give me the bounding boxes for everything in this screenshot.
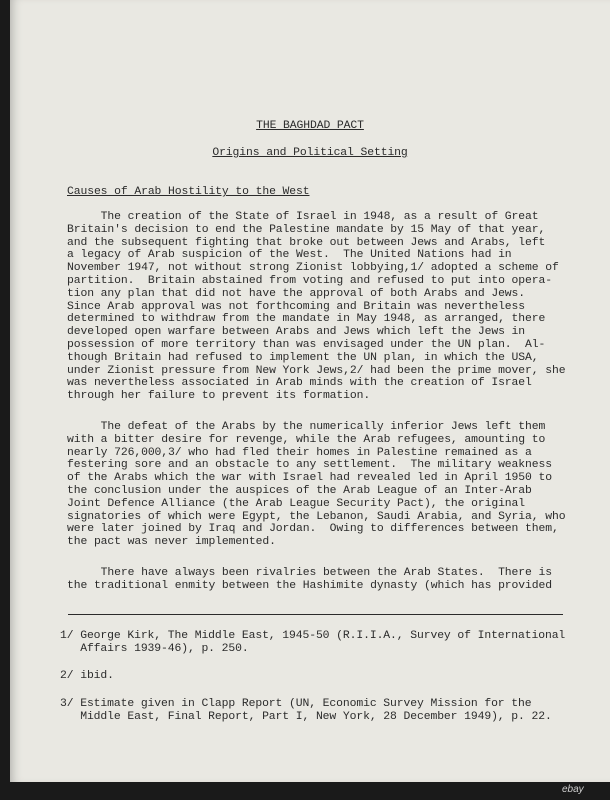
footnote-3: 3/ Estimate given in Clapp Report (UN, Economic Survey Mission for the Middle East, Final Report, Part I, New York, 28 December 1949), p. 22. xyxy=(60,698,552,723)
footnote-2: 2/ ibid. xyxy=(60,670,114,682)
paragraph-1: The creation of the State of Israel in 1948, as a result of Great Britain's decision to end the Palestine mandate by 15 May of that year, and the subsequent fighting that broke out between Jews and Arabs, left a legacy of Arab suspicion of the West. The United Nations had in November 1947, not without strong Zionist lobbying,1/ adopted a scheme of partition. Britain abstained from voting and refused to put into opera- tion any plan that did not have the approval of both Arabs and Jews. Since Arab approval was not forthcoming and Britain was nevertheless determined to withdraw from the mandate in May 1948, as arranged, there developed open warfare between Arabs and Jews which left the Jews in possession of more territory than was envisaged under the UN plan. Al- though Britain had refused to implement the UN plan, in which the USA, under Zionist pressure from New York Jews,2/ had been the prime mover, she was nevertheless associated in Arab minds with the creation of Israel through her failure to prevent its formation. xyxy=(67,211,566,403)
document-subtitle: Origins and Political Setting xyxy=(212,147,408,159)
document-title: THE BAGHDAD PACT xyxy=(256,120,364,132)
footnote-1: 1/ George Kirk, The Middle East, 1945-50 (R.I.I.A., Survey of International Affairs 1939-46), p. 250. xyxy=(60,630,566,655)
watermark-logo: ebay xyxy=(562,784,584,795)
section-heading: Causes of Arab Hostility to the West xyxy=(67,186,310,198)
paragraph-2: The defeat of the Arabs by the numerically inferior Jews left them with a bitter desire for revenge, while the Arab refugees, amounting to nearly 726,000,3/ who had fled their homes in Palestine remained as a festering sore and an obstacle to any settlement. The military weakness of the Arabs which the war with Israel had revealed led in April 1950 to the conclusion under the auspices of the Arab League of an Inter-Arab Joint Defence Alliance (the Arab League Security Pact), the original signatories of which were Egypt, the Lebanon, Saudi Arabia, and Syria, who were later joined by Iraq and Jordan. Owing to differences between them, the pact was never implemented. xyxy=(67,421,566,549)
footnote-divider xyxy=(68,614,563,615)
paragraph-3: There have always been rivalries between the Arab States. There is the traditional enmity between the Hashimite dynasty (which has provided xyxy=(67,567,552,592)
document-page xyxy=(10,0,610,782)
